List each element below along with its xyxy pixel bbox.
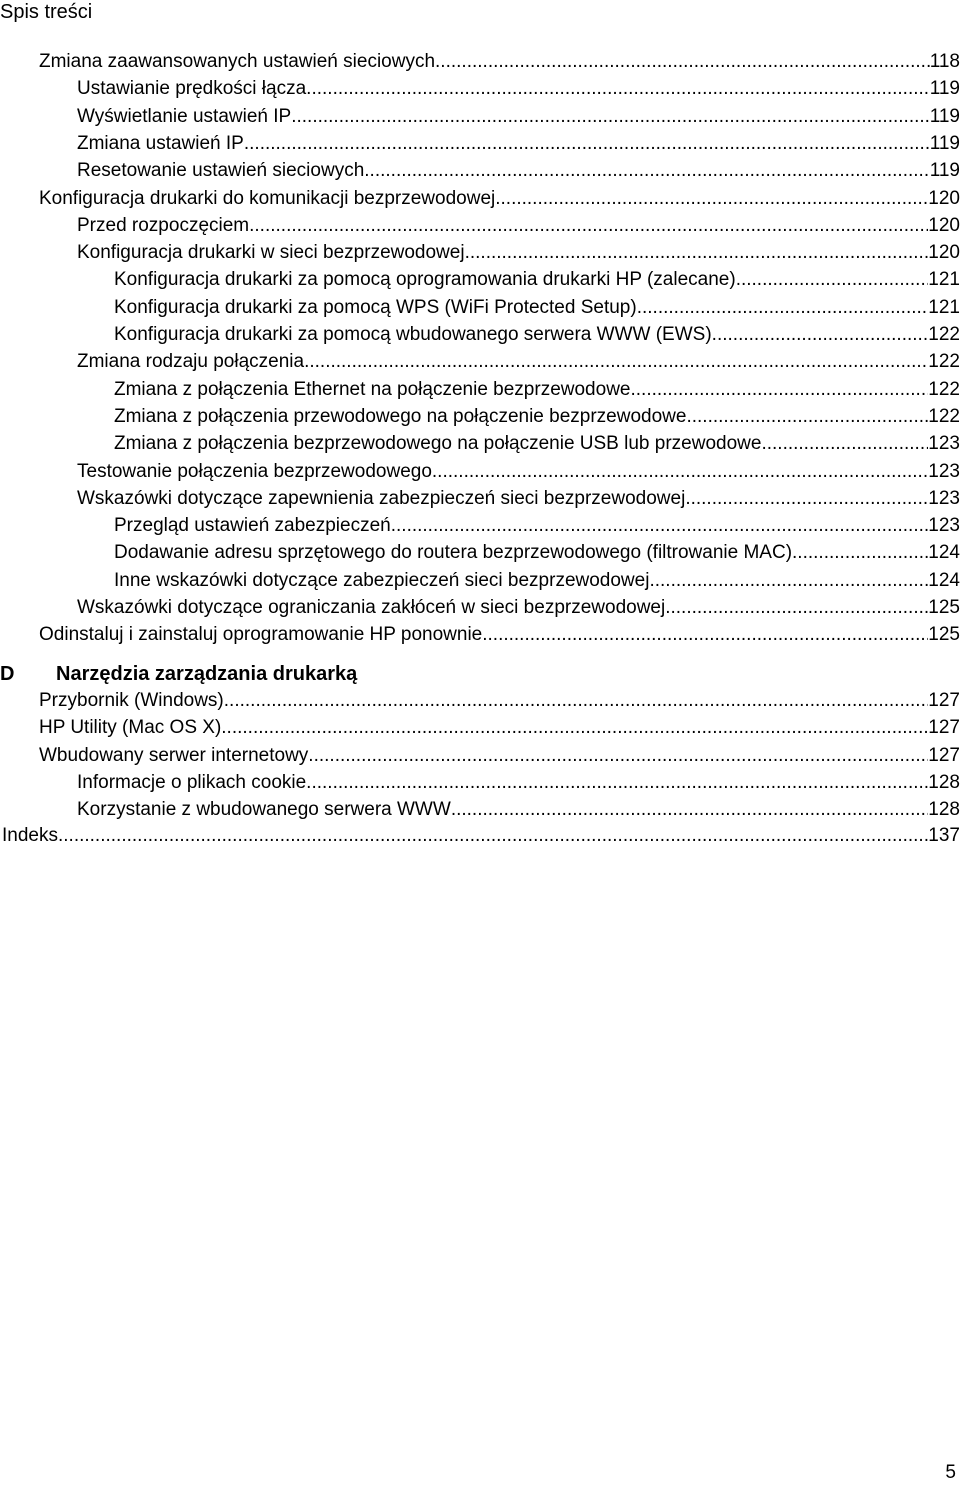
toc-entry[interactable] [39, 623, 960, 647]
toc-entry-title: Wskazówki dotyczące zapewnienia zabezpieczeń sieci bezprzewodowej [77, 488, 686, 509]
toc-entry[interactable] [114, 569, 960, 593]
toc-entry-title: Zmiana z połączenia bezprzewodowego na połączenie USB lub przewodowe [114, 433, 762, 454]
toc-leader-dots [712, 323, 929, 347]
toc-leader-dots [391, 514, 929, 538]
toc-entry-page: 125 [928, 624, 960, 645]
toc-entry-title: Zmiana zaawansowanych ustawień sieciowych [39, 51, 436, 72]
toc-entry[interactable] [39, 50, 960, 74]
toc-entry[interactable] [114, 378, 960, 402]
toc-entry-title: Wskazówki dotyczące ograniczania zakłóceń w sieci bezprzewodowej [77, 597, 666, 618]
toc-entry-page: 119 [929, 133, 960, 154]
toc-entry-title: Wyświetlanie ustawień IP [77, 106, 292, 127]
toc-leader-dots [432, 460, 928, 484]
toc-entry-title: Odinstaluj i zainstaluj oprogramowanie HP ponownie [39, 624, 483, 645]
toc-entry-title: Wbudowany serwer internetowy [39, 745, 309, 766]
toc-leader-dots [637, 296, 929, 320]
toc-entry-page: 123 [928, 433, 960, 454]
toc-entry-page: 122 [928, 351, 960, 372]
toc-leader-dots [685, 487, 928, 511]
toc-entry-page: 120 [928, 242, 960, 263]
toc-leader-dots [308, 744, 928, 768]
toc-leader-dots [761, 432, 928, 456]
toc-entry-title: Testowanie połączenia bezprzewodowego [77, 461, 432, 482]
toc-entry-page: 123 [928, 488, 960, 509]
toc-leader-dots [291, 105, 930, 129]
toc-entry[interactable] [77, 771, 960, 795]
toc-leader-dots [792, 541, 928, 565]
toc-entry-title: Zmiana z połączenia Ethernet na połączenie bezprzewodowe [114, 379, 631, 400]
toc-entry-page: 123 [928, 461, 960, 482]
toc-entry-page: 122 [928, 324, 960, 345]
toc-entry[interactable] [39, 689, 960, 713]
toc-entry-page: 128 [928, 799, 960, 820]
toc-entry-title: Inne wskazówki dotyczące zabezpieczeń sieci bezprzewodowej [114, 570, 650, 591]
toc-entry-title: Resetowanie ustawień sieciowych [77, 160, 365, 181]
toc-entry[interactable] [77, 77, 960, 101]
toc-entry-title: Konfiguracja drukarki do komunikacji bezprzewodowej [39, 188, 496, 209]
toc-entry[interactable] [39, 744, 960, 768]
page-header [0, 0, 92, 24]
toc-entry[interactable] [77, 132, 960, 156]
toc-entry[interactable] [77, 241, 960, 265]
toc-entry[interactable] [114, 323, 960, 347]
toc-entry-title: Ustawianie prędkości łącza [77, 78, 307, 99]
toc-entry-page: 119 [929, 106, 960, 127]
toc-entry[interactable] [114, 432, 960, 456]
toc-leader-dots [304, 350, 928, 374]
toc-leader-dots [58, 824, 928, 848]
chapter-title: Narzędzia zarządzania drukarką [56, 663, 358, 685]
toc-leader-dots [364, 159, 929, 183]
toc-entry-page: 128 [928, 772, 960, 793]
toc-entry[interactable] [77, 487, 960, 511]
toc-entry[interactable] [39, 187, 960, 211]
toc-entry-page: 121 [928, 269, 960, 290]
toc-entry-page: 137 [928, 825, 960, 846]
toc-entry-page: 119 [929, 78, 960, 99]
toc-entry[interactable] [77, 105, 960, 129]
toc-entry-title: Konfiguracja drukarki w sieci bezprzewodowej [77, 242, 465, 263]
toc-entry-title: Przybornik (Windows) [39, 690, 224, 711]
toc-entry-title: Indeks [2, 825, 58, 846]
toc-entry-page: 122 [928, 406, 960, 427]
toc-entry-page: 118 [929, 51, 960, 72]
toc-leader-dots [244, 132, 930, 156]
toc-leader-dots [435, 50, 930, 74]
toc-entry[interactable] [77, 350, 960, 374]
toc-entry[interactable] [114, 514, 960, 538]
toc-leader-dots [736, 268, 929, 292]
toc-entry-page: 124 [928, 542, 960, 563]
toc-leader-dots [686, 405, 928, 429]
toc-leader-dots [482, 623, 928, 647]
toc-entry-title: Przed rozpoczęciem [77, 215, 250, 236]
toc-leader-dots [451, 798, 928, 822]
toc-entry-page: 127 [928, 745, 960, 766]
toc-leader-dots [249, 214, 928, 238]
toc-entry-title: Informacje o plikach cookie [77, 772, 307, 793]
toc-entry-page: 119 [929, 160, 960, 181]
toc-leader-dots [649, 569, 928, 593]
toc-leader-dots [465, 241, 929, 265]
toc-entry[interactable] [114, 541, 960, 565]
toc-entry-title: Korzystanie z wbudowanego serwera WWW [77, 799, 451, 820]
chapter-heading [0, 662, 357, 686]
toc-leader-dots [306, 77, 930, 101]
toc-entry-title: Dodawanie adresu sprzętowego do routera bezprzewodowego (filtrowanie MAC) [114, 542, 793, 563]
toc-leader-dots [224, 689, 929, 713]
toc-entry[interactable] [77, 596, 960, 620]
toc-leader-dots [665, 596, 928, 620]
toc-entry[interactable] [77, 798, 960, 822]
toc-leader-dots [495, 187, 928, 211]
toc-entry-page: 120 [928, 188, 960, 209]
toc-entry[interactable] [77, 159, 960, 183]
toc-entry-title: Konfiguracja drukarki za pomocą oprogramowania drukarki HP (zalecane) [114, 269, 736, 290]
toc-leader-dots [306, 771, 928, 795]
toc-entry-page: 125 [928, 597, 960, 618]
toc-entry[interactable] [114, 268, 960, 292]
toc-entry-page: 124 [928, 570, 960, 591]
toc-entry-title: Zmiana z połączenia przewodowego na połączenie bezprzewodowe [114, 406, 687, 427]
toc-entry-title: Zmiana ustawień IP [77, 133, 244, 154]
page-number: 5 [945, 1462, 956, 1483]
toc-entry[interactable] [2, 824, 960, 848]
toc-entry-page: 127 [928, 690, 960, 711]
toc-entry-title: HP Utility (Mac OS X) [39, 717, 222, 738]
toc-entry-title: Konfiguracja drukarki za pomocą wbudowanego serwera WWW (EWS) [114, 324, 712, 345]
toc-entry[interactable] [77, 460, 960, 484]
toc-entry-page: 120 [928, 215, 960, 236]
chapter-letter: D [0, 663, 15, 685]
toc-leader-dots [630, 378, 928, 402]
toc-entry-title: Konfiguracja drukarki za pomocą WPS (WiFi Protected Setup) [114, 297, 637, 318]
header-title: Spis treści [0, 1, 93, 23]
toc-leader-dots [221, 716, 928, 740]
toc-entry[interactable] [39, 716, 960, 740]
toc-entry[interactable] [114, 405, 960, 429]
toc-entry[interactable] [114, 296, 960, 320]
toc-entry-page: 122 [928, 379, 960, 400]
toc-entry[interactable] [77, 214, 960, 238]
toc-entry-title: Przegląd ustawień zabezpieczeń [114, 515, 391, 536]
toc-entry-page: 121 [928, 297, 960, 318]
toc-entry-page: 127 [928, 717, 960, 738]
toc-entry-title: Zmiana rodzaju połączenia [77, 351, 305, 372]
toc-entry-page: 123 [928, 515, 960, 536]
